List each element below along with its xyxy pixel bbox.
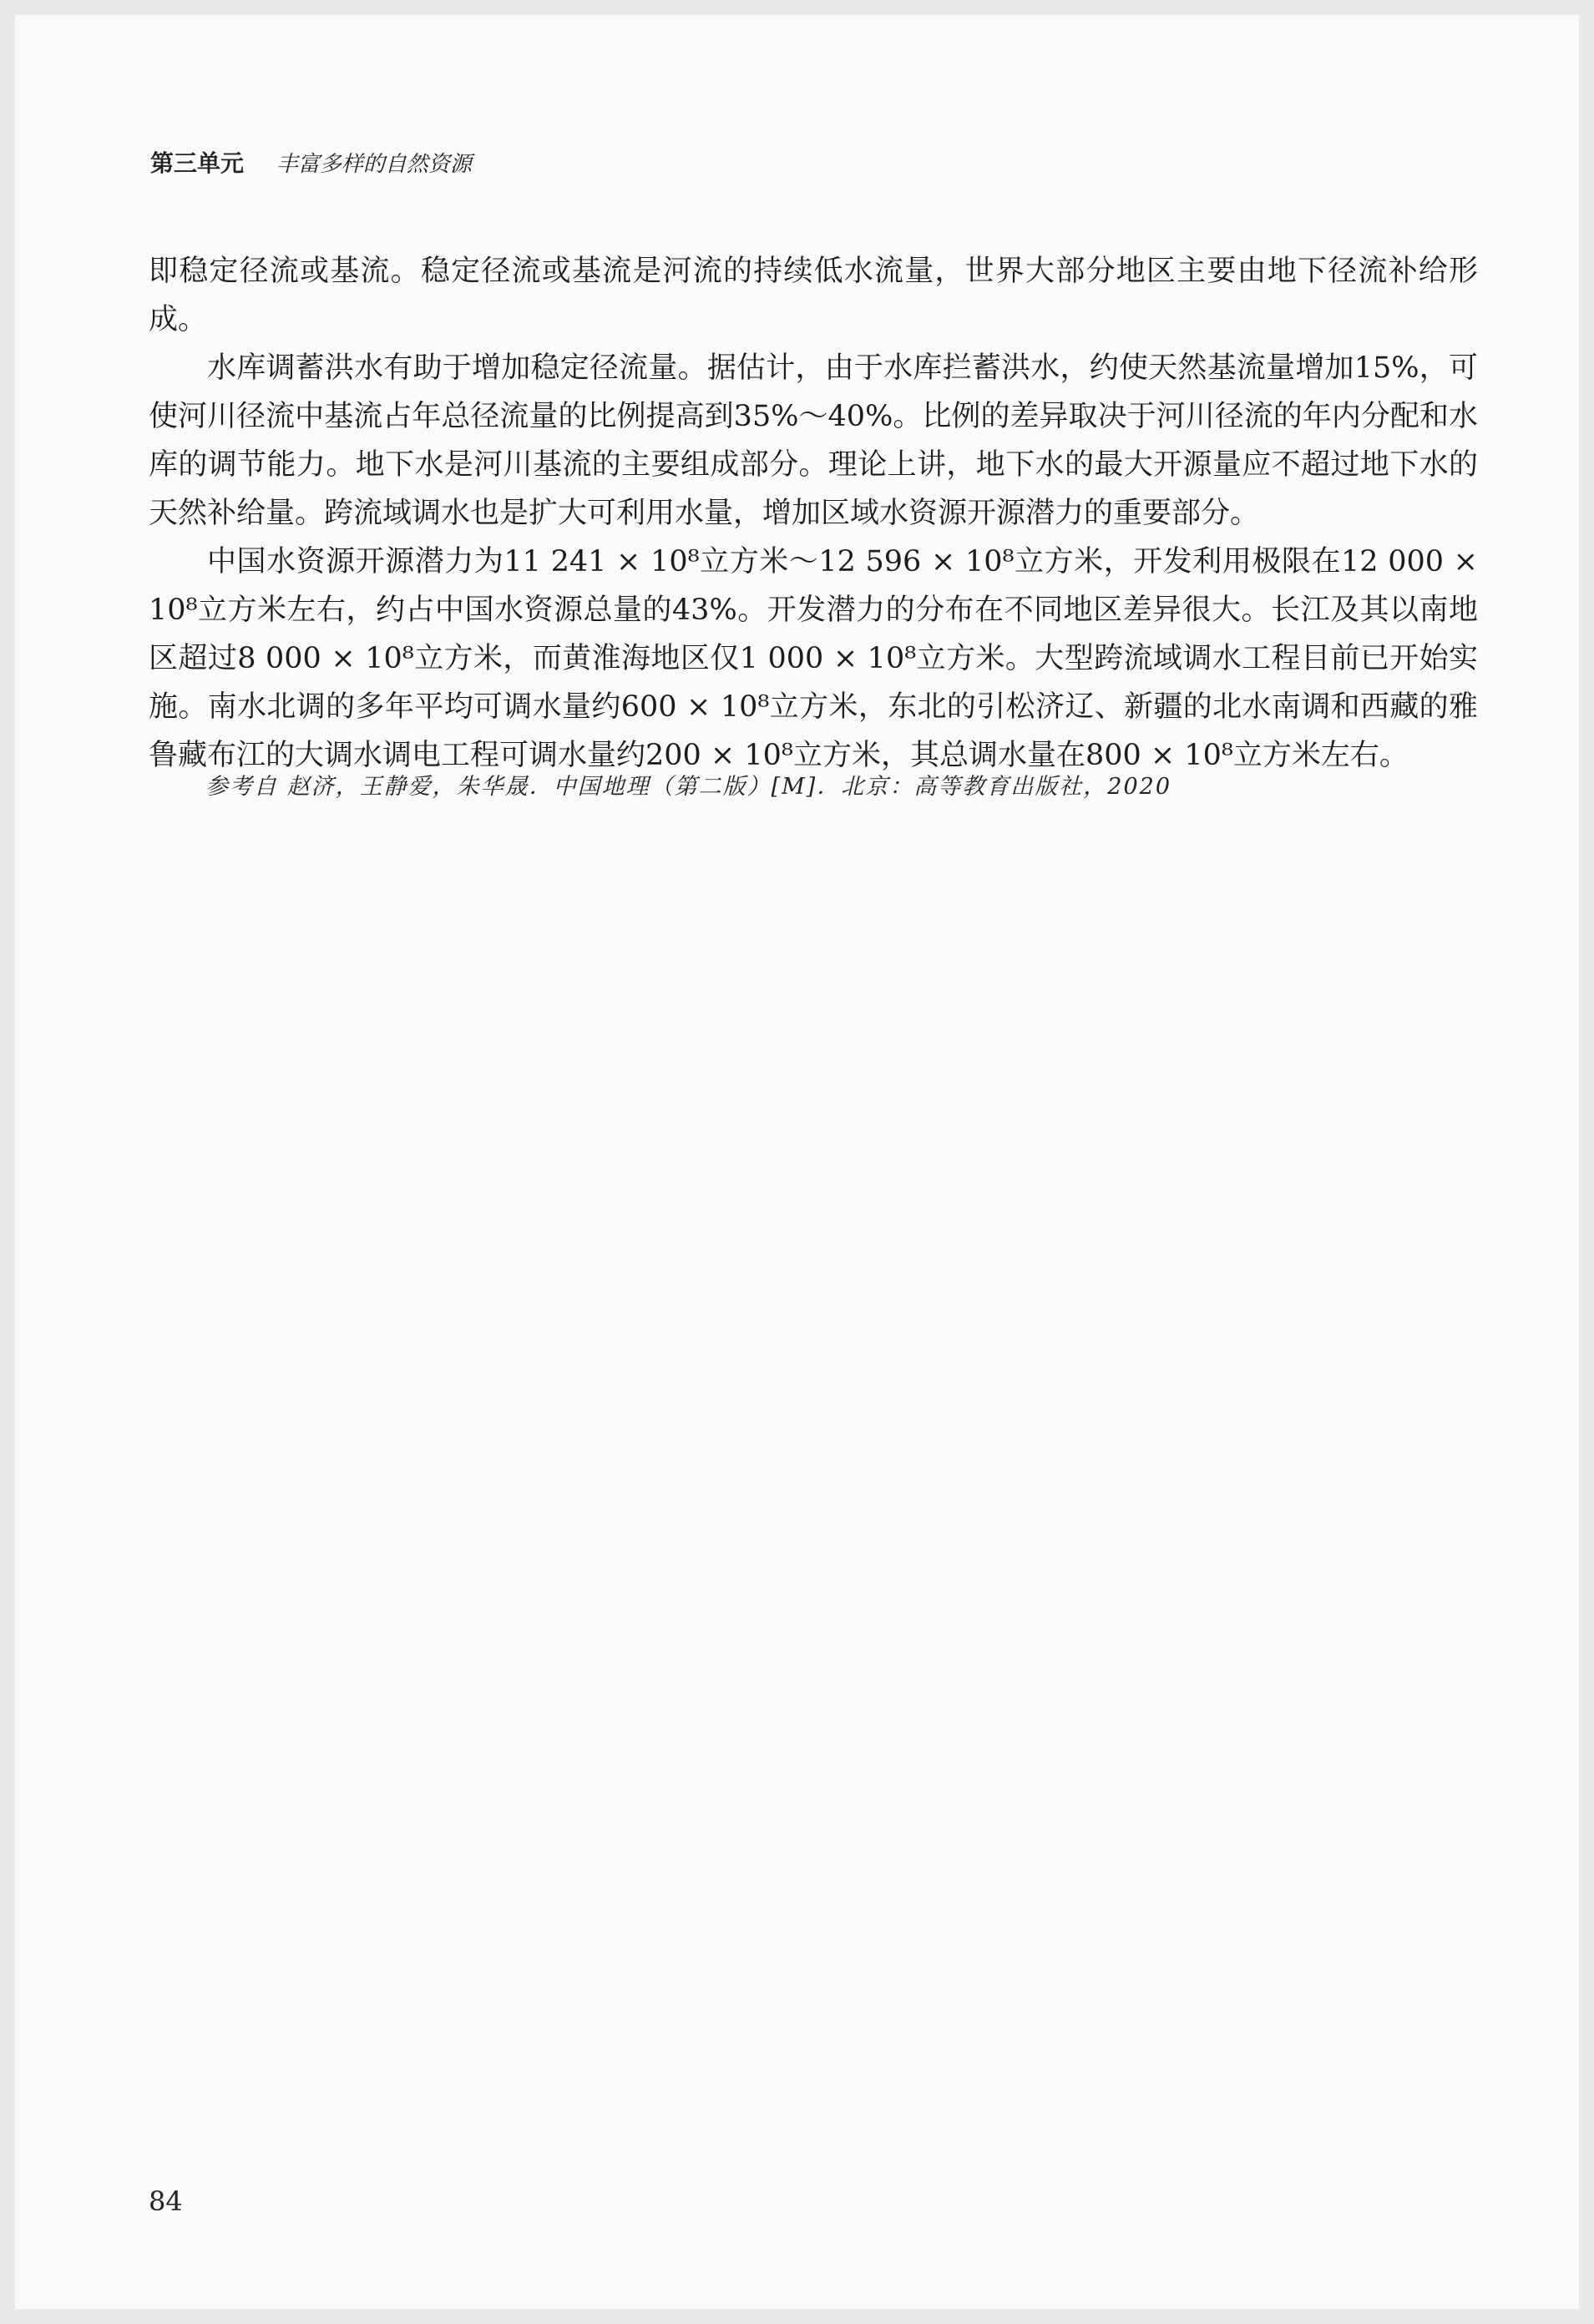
- running-head: [150, 145, 472, 179]
- paragraph-water-potential: 中国水资源开源潜力为11 241 × 10⁸立方米～12 596 × 10⁸立方米，开发利用极限在12 000 × 10⁸立方米左右，约占中国水资源总量的43%。开发潜力的分布在不同地区差异很大。长江及其以南地区超过8 000 × 10⁸立方米，而黄淮海地区仅1 000 × 10⁸立方米。大型跨流域调水工程目前已开始实施。南水北调的多年平均可调水量约600 × 10⁸立方米，东北的引松济辽、新疆的北水南调和西藏的雅鲁藏布江的大调水调电工程可调水量约200 × 10⁸立方米，其总调水量在800 × 10⁸立方米左右。: [149, 545, 1478, 772]
- body-text: [149, 247, 1478, 780]
- book-page: [15, 15, 1579, 2309]
- paragraph-continuation: 即稳定径流或基流。稳定径流或基流是河流的持续低水流量，世界大部分地区主要由地下径流补给形成。: [149, 255, 1478, 336]
- page-number: 84: [149, 2185, 183, 2217]
- unit-label: 第三单元: [150, 149, 245, 177]
- reference-citation: 参考自 赵济，王静爱，朱华晟．中国地理（第二版）[M]．北京：高等教育出版社，2020: [205, 774, 1172, 800]
- unit-title: 丰富多样的自然资源: [276, 152, 472, 177]
- paragraph-reservoir: 水库调蓄洪水有助于增加稳定径流量。据估计，由于水库拦蓄洪水，约使天然基流量增加15%，可使河川径流中基流占年总径流量的比例提高到35%～40%。比例的差异取决于河川径流的年内分配和水库的调节能力。地下水是河川基流的主要组成部分。理论上讲，地下水的最大开源量应不超过地下水的天然补给量。跨流域调水也是扩大可利用水量，增加区域水资源开源潜力的重要部分。: [149, 351, 1478, 530]
